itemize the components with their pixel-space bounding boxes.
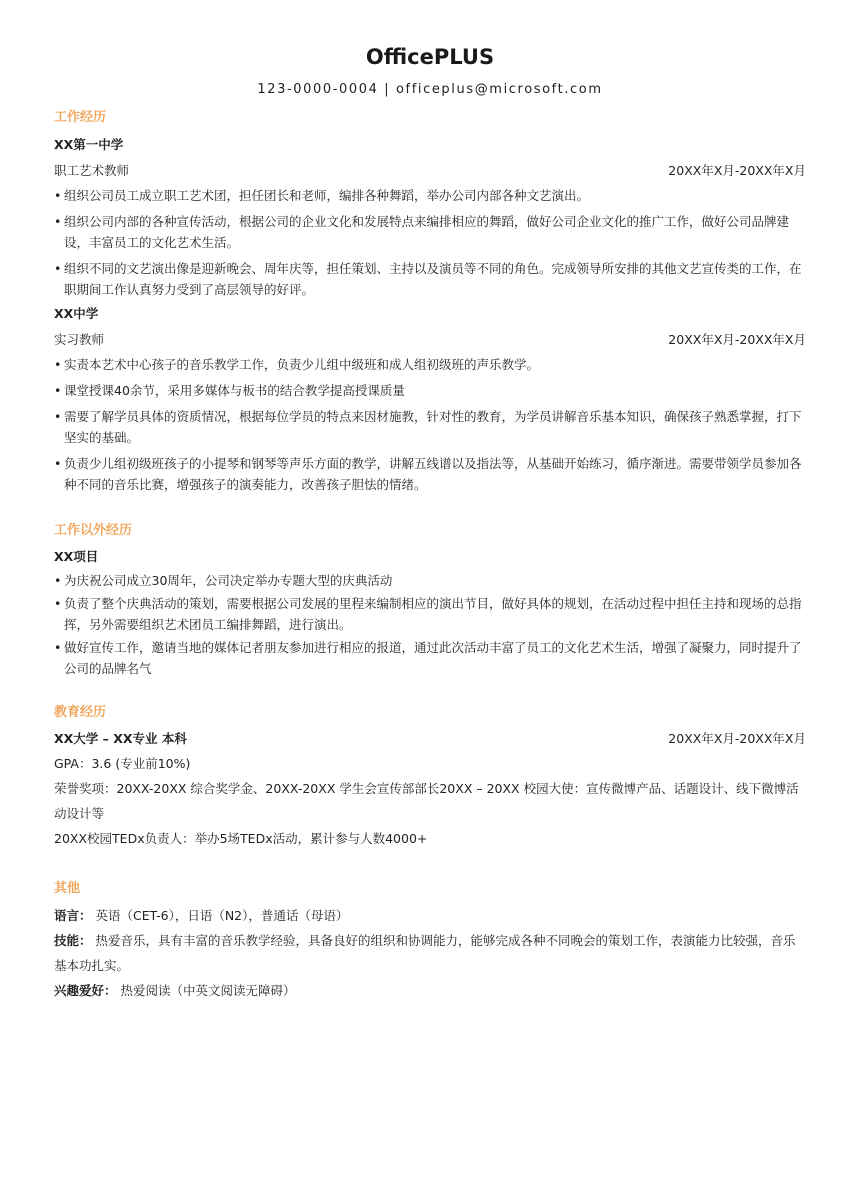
project-name: XX项目 bbox=[54, 549, 99, 564]
bullet-item: • 组织公司内部的各种宣传活动，根据公司的企业文化和发展特点来编排相应的舞蹈，做好公司企业文化的推广工作，做好公司品牌建设，丰富员工的文化艺术生活。 bbox=[54, 211, 806, 253]
other-language bbox=[54, 903, 806, 928]
job-role: 实习教师 bbox=[54, 332, 105, 347]
language-value: 英语（CET-6），日语（N2），普通话（母语） bbox=[95, 908, 349, 923]
section-title-work: 工作经历 bbox=[54, 110, 107, 125]
job-date: 20XX年X月-20XX年X月 bbox=[668, 332, 806, 347]
bullet-item: • 需要了解学员具体的资质情况，根据每位学员的特点来因材施教，针对性的教育，为学员讲解音乐基本知识，确保孩子熟悉掌握，打下坚实的基础。 bbox=[54, 406, 806, 448]
skills-label: 技能： bbox=[54, 933, 92, 948]
job-date: 20XX年X月-20XX年X月 bbox=[668, 163, 806, 178]
education-tedx: 20XX校园TEDx负责人：举办5场TEDx活动，累计参与人数4000+ bbox=[54, 831, 428, 846]
hobby-value: 热爱阅读（中英文阅读无障碍） bbox=[120, 983, 296, 998]
resume-page bbox=[54, 42, 806, 1003]
job-bullets bbox=[54, 185, 806, 300]
project-bullets bbox=[54, 570, 806, 679]
bullet-item: • 课堂授课40余节，采用多媒体与板书的结合教学提高授课质量 bbox=[54, 380, 806, 401]
section-title-other: 其他 bbox=[54, 881, 81, 896]
language-label: 语言： bbox=[54, 908, 92, 923]
other-hobby bbox=[54, 978, 806, 1003]
job-role-row bbox=[54, 161, 806, 181]
section-title-extra: 工作以外经历 bbox=[54, 523, 133, 538]
other-skills bbox=[54, 928, 806, 978]
job-org: XX第一中学 bbox=[54, 137, 124, 152]
bullet-item: • 实责本艺术中心孩子的音乐教学工作，负责少儿组中级班和成人组初级班的声乐教学。 bbox=[54, 354, 806, 375]
education-gpa: GPA：3.6 (专业前10%) bbox=[54, 756, 191, 771]
skills-value: 热爱音乐，具有丰富的音乐教学经验，具备良好的组织和协调能力，能够完成各种不同晚会的策划工作，表演能力比较强，音乐基本功扎实。 bbox=[54, 933, 796, 973]
education-date: 20XX年X月-20XX年X月 bbox=[668, 731, 806, 746]
bullet-item: • 为庆祝公司成立30周年，公司决定举办专题大型的庆典活动 bbox=[54, 570, 806, 591]
education-row bbox=[54, 729, 806, 749]
job-org: XX中学 bbox=[54, 306, 99, 321]
hobby-label: 兴趣爱好： bbox=[54, 983, 117, 998]
education-school: XX大学 – XX专业 本科 bbox=[54, 731, 187, 746]
bullet-item: • 负责了整个庆典活动的策划，需要根据公司发展的里程来编制相应的演出节目，做好具体的规划，在活动过程中担任主持和现场的总指挥，另外需要组织艺术团员工编排舞蹈，进行演出。 bbox=[54, 593, 806, 635]
bullet-item: • 做好宣传工作，邀请当地的媒体记者朋友参加进行相应的报道，通过此次活动丰富了员工的文化艺术生活，增强了凝聚力，同时提升了公司的品牌名气 bbox=[54, 637, 806, 679]
section-title-education: 教育经历 bbox=[54, 705, 107, 720]
contact-info: 123-0000-0004 | officeplus@microsoft.com bbox=[257, 82, 603, 97]
bullet-item: • 负责少儿组初级班孩子的小提琴和钢琴等声乐方面的教学，讲解五线谱以及指法等，从基础开始练习，循序渐进。需要带领学员参加各种不同的音乐比赛，增强孩子的演奏能力，改善孩子胆怯的情绪。 bbox=[54, 453, 806, 495]
candidate-name: OfficePLUS bbox=[365, 45, 495, 69]
education-honors: 荣誉奖项：20XX-20XX 综合奖学金、20XX-20XX 学生会宣传部部长20XX – 20XX 校园大使：宣传微博产品、话题设计、线下微博活动设计等 bbox=[54, 781, 799, 821]
job-bullets bbox=[54, 354, 806, 495]
job-role-row bbox=[54, 330, 806, 350]
bullet-item: • 组织公司员工成立职工艺术团，担任团长和老师，编排各种舞蹈，举办公司内部各种文艺演出。 bbox=[54, 185, 806, 206]
job-role: 职工艺术教师 bbox=[54, 163, 130, 178]
bullet-item: • 组织不同的文艺演出像是迎新晚会、周年庆等，担任策划、主持以及演员等不同的角色。完成领导所安排的其他文艺宣传类的工作，在职期间工作认真努力受到了高层领导的好评。 bbox=[54, 258, 806, 300]
